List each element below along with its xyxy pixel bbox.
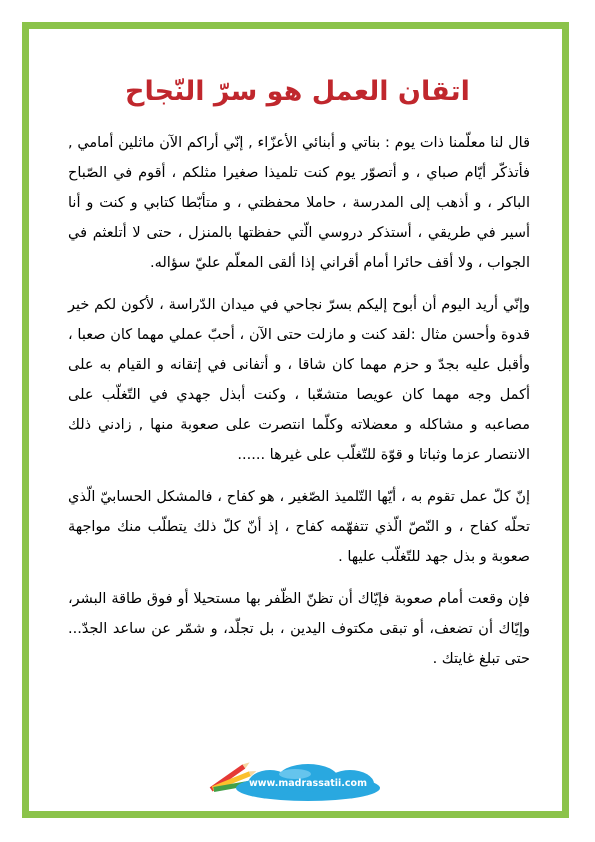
paragraph-4: فإن وقعت أمام صعوبة فإيّاك أن تظنّ الظّفر بها مستحيلا أو فوق طاقة البشر، وإيّاك أن تضعف، أو تبقى مكتوف اليدين ، بل تجلّد، و شمّر عن ساعد الجدّ... حتى تبلغ غايتك . (68, 591, 530, 667)
site-url[interactable]: www.madrassatii.com (249, 778, 367, 789)
article-body (68, 128, 530, 686)
paragraph-2: وإنّي أريد اليوم أن أبوح إليكم بسرّ نجاحي في ميدان الدّراسة ، لأكون لكم خير قدوة وأحسن مثال :لقد كنت و مازلت حتى الآن ، أحبّ عملي مهما كان صعبا ، وأقبل عليه بجدّ و حزم مهما كان شاقا ، و أتفانى في إتقانه و القيام به على أكمل وجه مهما كان عويصا متشعّبا ، وكنت أبذل جهدي في التّغلّب على مصاعبه و مشاكله و معضلاته وكلّما انتصرت على صعوبة منها , زادني ذلك الانتصار عزما وثباتا و قوّة للتّغلّب على غيرها ...... (68, 297, 530, 463)
paragraph-1: قال لنا معلّمنا ذات يوم : بناتي و أبنائي الأعزّاء , إنّي أراكم الآن ماثلين أمامي , فأتذكّر أيّام صباي ، و أتصوّر يوم كنت تلميذا صغيرا مثلكم ، أقوم في الصّباح الباكر ، و أذهب إلى المدرسة ، حاملا محفظتي ، و متأبّطا كتابي و كنت و أنا أسير في طريقي ، أستذكر دروسي الّتي حفظتها بالمنزل ، حتى لا أتلعثم في الجواب ، ولا أقف حائرا أمام أقراني إذا ألقى المعلّم عليّ سؤاله. (68, 135, 530, 271)
site-logo[interactable] (200, 748, 400, 810)
page-title: اتقان العمل هو سرّ النّجاح (125, 76, 470, 107)
paragraph-3: إنّ كلّ عمل تقوم به ، أيّها التّلميذ الصّغير ، هو كفاح ، فالمشكل الحسابيّ الّذي تحلّه كفاح ، و النّصّ الّذي تتفهّمه كفاح ، إذ أنّ كلّ ذلك يتطلّب منك مواجهة صعوبة و بذل جهد للتّغلّب عليها . (68, 489, 530, 565)
